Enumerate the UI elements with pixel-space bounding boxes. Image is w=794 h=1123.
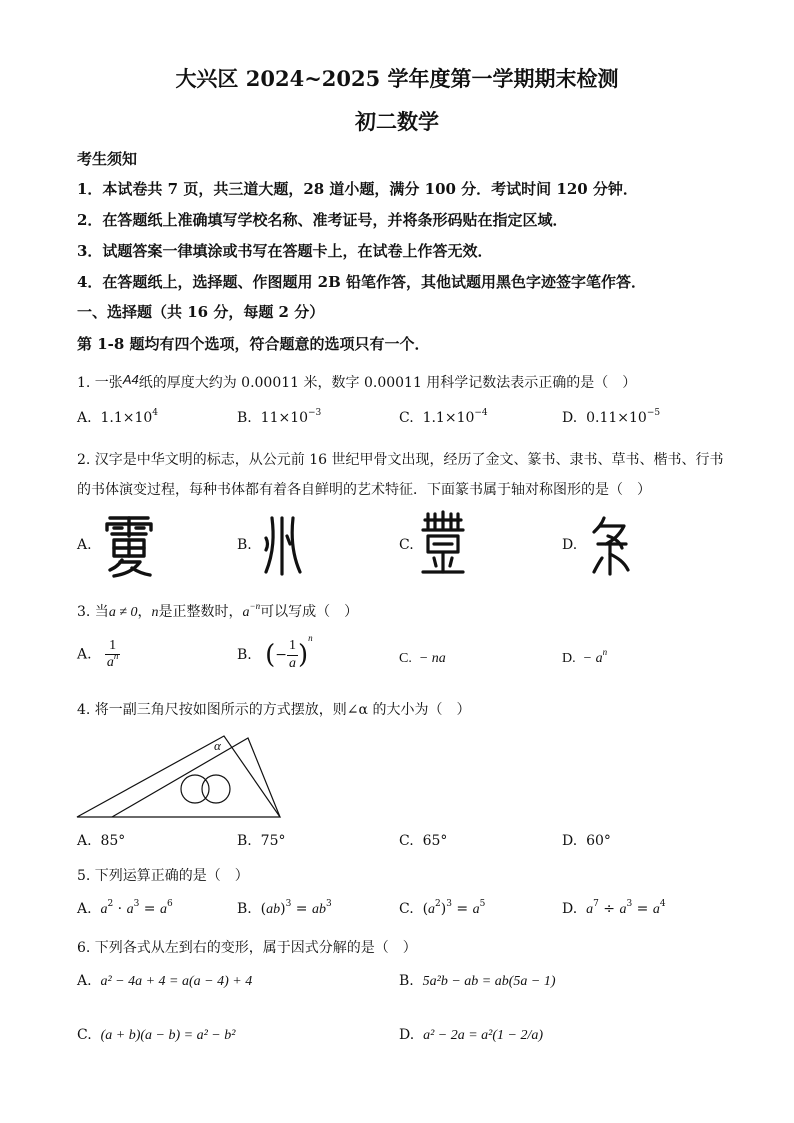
q3-prefix: 3. 当 [77,604,109,620]
q3-condition-n: n [151,605,159,620]
q4-option-d [562,833,611,849]
frac-denominator: a [106,655,114,671]
angle-alpha-label: α [214,738,221,753]
question-2-line-1: 2. 汉字是中华文明的标志，从公元前 16 世纪甲骨文出现，经历了金文、篆书、隶书、草书、楷书、行书 [77,452,724,468]
frac-numerator: 1 [105,638,121,655]
q3-option-d [562,647,608,667]
option-mantissa: 0.11×10 [586,410,647,426]
option-letter: D. [399,1027,415,1043]
option-text: 75° [260,833,286,849]
option-letter: A. [77,833,92,849]
q1-option-d [562,410,660,426]
q6-a-expr: a² − 4a + 4 = a(a − 4) + 4 [100,974,253,989]
option-letter: A. [77,646,92,663]
q3-a-fraction [105,638,121,671]
exam-subtitle: 初二数学 [355,109,439,134]
option-letter: C. [399,901,414,917]
option-letter: B. [399,973,414,989]
notice-item-4: 4．在答题纸上，选择题、作图题用 2B 铅笔作答，其他试题用黑色字迹签字笔作答． [77,273,647,291]
q5-option-a: A. $a^2 \cdot a^3 = a^6$ [77,899,173,917]
option-exponent: 4 [152,408,159,418]
q3-expr-exp: −n [249,601,261,611]
option-exponent: −4 [474,408,488,418]
question-2-line-2: 的书体演变过程，每种书体都有着各自鲜明的艺术特征．下面篆书属于轴对称图形的是（ ） [77,482,651,498]
q4-option-a [77,833,125,849]
option-letter: B. [237,647,252,663]
frac-den-exp: n [113,651,119,662]
option-letter: B. [237,901,252,917]
section-instruction: 第 1-8 题均有四个选项，符合题意的选项只有一个． [77,335,430,353]
q1-option-b [237,410,321,426]
notice-item-1: 1．本试卷共 7 页，共三道大题，28 道小题，满分 100 分．考试时间 120 分钟． [77,180,638,198]
q3-suffix: 可以写成（ ） [260,604,359,620]
question-4-stem: 4. 将一副三角尺按如图所示的方式摆放，则∠α 的大小为（ ） [77,702,471,718]
option-letter: C. [399,833,414,849]
q3-expr-base: a [242,605,250,620]
q1-suffix: 纸的厚度大约为 0.00011 米，数字 0.00011 用科学记数法表示正确的是（ ） [138,375,637,391]
q3-sep: ， [137,604,152,620]
q3-d-exp: n [602,647,608,657]
option-letter: B. [237,410,252,426]
notice-item-2: 2．在答题纸上准确填写学校名称、准考证号，并将条形码贴在指定区域． [77,211,568,229]
exam-title: 大兴区 2024~2025 学年度第一学期期末检测 [175,66,619,91]
seal-glyph-c-image [420,510,466,578]
q1-option-c [399,410,488,426]
option-mantissa: 1.1×10 [100,410,153,426]
option-letter: A. [77,410,92,426]
q4-option-c [399,833,447,849]
q6-option-b [399,973,556,990]
question-1-stem [77,372,636,392]
option-mantissa: 11×10 [260,410,309,426]
option-letter: A. [77,973,92,989]
question-5-stem: 5. 下列运算正确的是（ ） [77,868,249,884]
option-letter: C. [399,410,414,426]
option-letter: D. [562,901,578,917]
question-6-stem: 6. 下列各式从左到右的变形，属于因式分解的是（ ） [77,940,417,956]
option-text: 60° [586,833,611,849]
q3-b-exp: n [308,633,313,643]
q5-option-c: C. $(a^2)^3 = a^5$ [399,899,486,917]
q6-option-a [77,973,252,990]
q6-b-expr: 5a²b − ab = ab(5a − 1) [422,974,556,989]
seal-glyph-d-image [590,514,632,576]
option-letter: D. [562,651,576,666]
q2-letter-a: A. [77,537,92,553]
option-exponent: −3 [308,408,322,418]
notice-item-3: 3．试题答案一律填涂或书写在答题卡上，在试卷上作答无效． [77,242,493,260]
option-letter: A. [77,901,92,917]
option-letter: B. [237,833,252,849]
option-text: 65° [422,833,448,849]
q3-option-a [77,638,120,671]
q6-d-expr: a² − 2a = a²(1 − 2/a) [423,1028,544,1043]
q5-option-d: D. $a^7 \div a^3 = a^4$ [562,899,666,917]
q5-option-b: B. $(ab)^3 = ab^3$ [237,899,332,917]
q1-option-a [77,410,158,426]
q3-option-b: B. (− $\frac{1}{a}$ )$^n$ [237,633,313,671]
triangle-rulers-figure [74,733,286,819]
q3-c-expr: − na [418,651,446,666]
q1-paper-size: A4 [122,372,139,387]
frac-denominator: a [289,655,296,671]
q3-option-c [399,651,446,667]
q2-letter-c: C. [399,537,414,553]
option-letter: C. [399,651,412,666]
frac-numerator: 1 [287,638,298,655]
q6-c-expr: (a + b)(a − b) = a² − b² [100,1028,236,1043]
q2-letter-d: D. [562,537,578,553]
option-text: 85° [100,833,126,849]
q4-option-b [237,833,285,849]
notice-heading: 考生须知 [77,150,138,168]
option-letter: D. [562,410,578,426]
section-heading: 一、选择题（共 16 分，每题 2 分） [77,303,325,321]
option-letter: C. [77,1027,92,1043]
q3-b-fraction [287,638,298,671]
q6-option-c [77,1027,235,1044]
q3-mid: 是正整数时， [158,604,243,620]
option-mantissa: 1.1×10 [422,410,475,426]
question-3-stem [77,601,358,621]
seal-glyph-b-image [262,514,302,576]
q1-prefix: 1. 一张 [77,375,123,391]
q6-option-d [399,1027,543,1044]
seal-glyph-a-image [104,512,154,578]
q2-letter-b: B. [237,537,252,553]
q3-condition-a: a ≠ 0 [108,605,138,620]
q3-d-expr: − a [582,651,603,666]
option-letter: D. [562,833,578,849]
option-exponent: −5 [646,408,661,418]
